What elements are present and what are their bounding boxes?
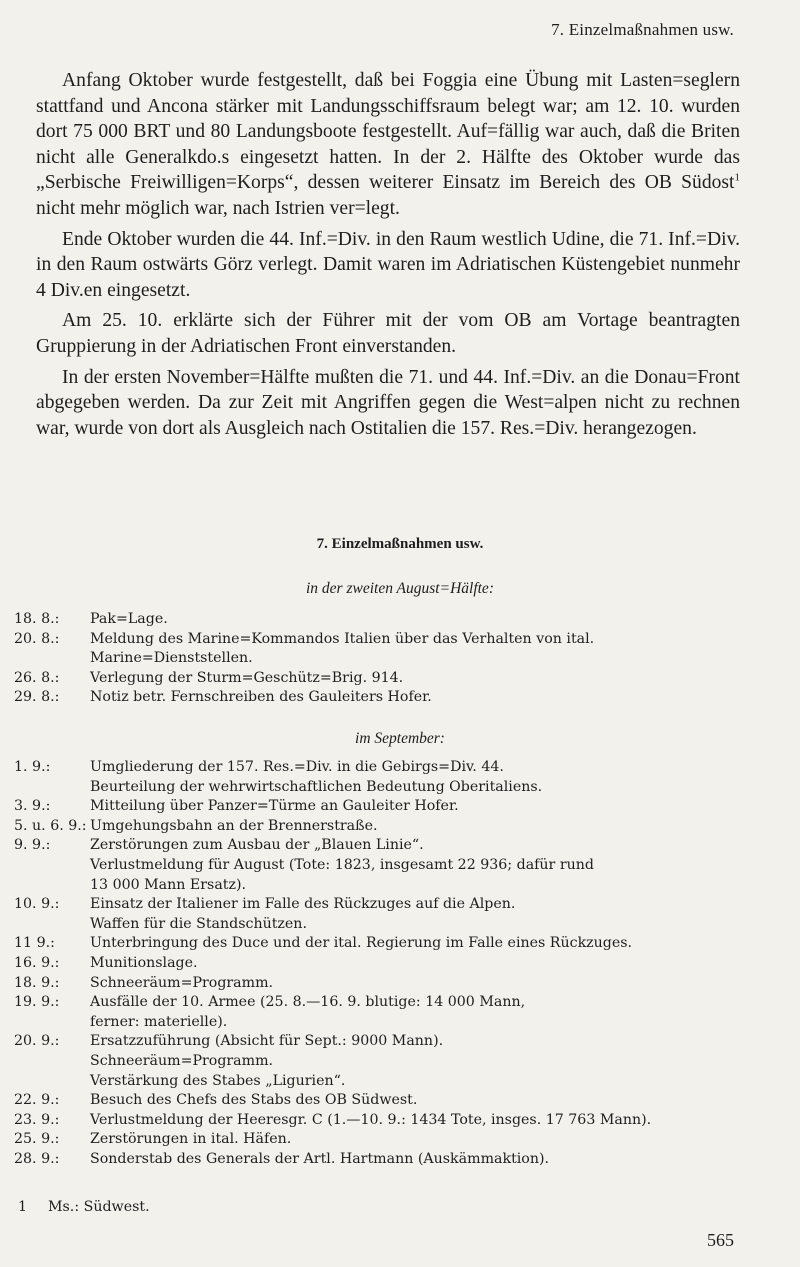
entry-date: 29. 8.:	[14, 689, 60, 706]
entry-line: Verlegung der Sturm=Geschütz=Brig. 914.	[90, 669, 404, 686]
entry-line: Schneeräum=Programm.	[90, 1052, 274, 1069]
entry-text	[90, 758, 754, 797]
entry-row	[14, 758, 754, 797]
entry-date: 11 9.:	[14, 935, 55, 952]
entry-line: Besuch des Chefs des Stabs des OB Südwest.	[90, 1092, 418, 1109]
entry-text	[90, 1130, 754, 1150]
entry-line: 13 000 Mann Ersatz).	[90, 876, 247, 893]
entry-text	[90, 630, 754, 669]
paragraph: In der ersten November=Hälfte mußten die 71. und 44. Inf.=Div. an die Donau=Front abgegeben werden. Da zur Zeit mit Angriffen gegen die West=alpen nicht zu rechnen war, wurde von dort als Ausgleich nach Ostitalien die 157. Res.=Div. herangezogen.	[36, 366, 740, 439]
entry-date: 5. u. 6. 9.:	[14, 817, 87, 834]
running-head: 7. Einzelmaßnahmen usw.	[551, 20, 734, 39]
entry-line: Marine=Dienststellen.	[90, 650, 253, 667]
entry-line: Munitionslage.	[90, 954, 198, 971]
entry-line: ferner: materielle).	[90, 1013, 228, 1030]
entry-date: 1. 9.:	[14, 759, 51, 775]
paragraph: Am 25. 10. erklärte sich der Führer mit der vom OB am Vortage beantragten Gruppierung in der Adriatischen Front einverstanden.	[36, 310, 740, 357]
entry-date: 16. 9.:	[14, 954, 60, 971]
entry-line: Notiz betr. Fernschreiben des Gauleiters Hofer.	[90, 689, 432, 706]
entry-line: Waffen für die Standschützen.	[90, 915, 307, 932]
entry-row	[14, 817, 754, 837]
entry-text	[90, 669, 754, 689]
entry-line: Ersatzzuführung (Absicht für Sept.: 9000 Mann).	[90, 1033, 444, 1050]
paragraph: Anfang Oktober wurde festgestellt, daß bei Foggia eine Übung mit Lasten=seglern stattfand und Ancona stärker mit Landungsschiffsraum belegt war; am 12. 10. wurden dort 75 000 BRT und 80 Landungsboote festgestellt. Auf=fällig war auch, daß die Briten nicht alle Generalkdo.s eingesetzt hatten. In der 2. Hälfte des Oktober wurde das „Serbische Freiwilligen=Korps“, dessen weiterer Einsatz im Bereich des OB Südost$^1$ nicht mehr möglich war, nach Istrien ver=legt.	[36, 70, 740, 219]
entry-date: 22. 9.:	[14, 1092, 60, 1109]
entry-line: Sonderstab des Generals der Artl. Hartmann (Auskämmaktion).	[90, 1150, 550, 1167]
entry-date: 18. 9.:	[14, 974, 60, 991]
entry-line: Umgehungsbahn an der Brennerstraße.	[90, 817, 378, 834]
entry-line: Zerstörungen zum Ausbau der „Blauen Linie“.	[90, 837, 424, 854]
entry-line: Verlustmeldung der Heeresgr. C (1.—10. 9.: 1434 Tote, insges. 17 763 Mann).	[90, 1111, 652, 1128]
entry-row	[14, 630, 754, 669]
section-heading: 7. Einzelmaßnahmen usw.	[316, 536, 484, 552]
entry-date: 20. 8.:	[14, 630, 60, 647]
entry-line: Umgliederung der 157. Res.=Div. in die Gebirgs=Div. 44.	[90, 759, 504, 775]
entry-text	[90, 836, 754, 895]
entry-line: Unterbringung des Duce und der ital. Regierung im Falle eines Rückzuges.	[90, 935, 633, 952]
entry-text	[90, 895, 754, 934]
entry-row	[14, 974, 754, 994]
entry-text	[90, 954, 754, 974]
entry-line: Verstärkung des Stabes „Ligurien“.	[90, 1072, 346, 1089]
entry-text	[90, 1032, 754, 1091]
body-text	[36, 68, 740, 446]
entry-row	[14, 688, 754, 708]
entry-row	[14, 1150, 754, 1170]
footnote-number: 1	[18, 1199, 28, 1215]
entry-row	[14, 993, 754, 1032]
entry-date: 19. 9.:	[14, 994, 60, 1011]
entry-line: Verlustmeldung für August (Tote: 1823, insgesamt 22 936; dafür rund	[90, 856, 594, 873]
entry-text	[90, 934, 754, 954]
entry-text	[90, 817, 754, 837]
entry-row	[14, 934, 754, 954]
entry-date: 25. 9.:	[14, 1131, 60, 1148]
entry-row	[14, 610, 754, 630]
entry-date: 20. 9.:	[14, 1033, 60, 1050]
entry-row	[14, 1032, 754, 1091]
page-number: 565	[707, 1230, 734, 1250]
entry-date: 23. 9.:	[14, 1111, 60, 1128]
entry-row	[14, 954, 754, 974]
entry-text	[90, 1091, 754, 1111]
entry-date: 9. 9.:	[14, 837, 51, 854]
entry-text	[90, 993, 754, 1032]
entry-row	[14, 1091, 754, 1111]
entry-row	[14, 1130, 754, 1150]
entry-row	[14, 895, 754, 934]
entry-text	[90, 974, 754, 994]
entry-line: Beurteilung der wehrwirtschaftlichen Bedeutung Oberitaliens.	[90, 778, 543, 795]
september-heading: im September:	[355, 730, 445, 747]
entry-row	[14, 669, 754, 689]
entry-line: Meldung des Marine=Kommandos Italien über das Verhalten von ital.	[90, 630, 595, 647]
entry-line: Mitteilung über Panzer=Türme an Gauleiter Hofer.	[90, 798, 459, 815]
august-entries	[14, 610, 754, 708]
entry-text	[90, 797, 754, 817]
entry-date: 28. 9.:	[14, 1150, 60, 1167]
entry-row	[14, 836, 754, 895]
entry-row	[14, 1111, 754, 1131]
entry-text	[90, 688, 754, 708]
september-entries	[14, 758, 754, 1169]
entry-line: Schneeräum=Programm.	[90, 974, 274, 991]
august-heading: in der zweiten August=Hälfte:	[306, 580, 494, 597]
entry-text	[90, 1150, 754, 1170]
footnote	[18, 1199, 150, 1215]
entry-row	[14, 797, 754, 817]
entry-line: Pak=Lage.	[90, 611, 168, 627]
entry-text	[90, 1111, 754, 1131]
entry-text	[90, 610, 754, 630]
entry-line: Ausfälle der 10. Armee (25. 8.—16. 9. blutige: 14 000 Mann,	[90, 994, 526, 1011]
entry-line: Einsatz der Italiener im Falle des Rückzuges auf die Alpen.	[90, 896, 516, 913]
entry-date: 26. 8.:	[14, 669, 60, 686]
paragraph: Ende Oktober wurden die 44. Inf.=Div. in den Raum westlich Udine, die 71. Inf.=Div. in den Raum ostwärts Görz verlegt. Damit waren im Adriatischen Küstengebiet nunmehr 4 Div.en eingesetzt.	[36, 228, 740, 301]
footnote-text: Ms.: Südwest.	[48, 1199, 150, 1215]
footnote-marker: 1	[734, 171, 740, 184]
entry-date: 3. 9.:	[14, 798, 51, 815]
entry-line: Zerstörungen in ital. Häfen.	[90, 1131, 292, 1148]
entry-date: 18. 8.:	[14, 611, 60, 627]
entry-date: 10. 9.:	[14, 896, 60, 913]
